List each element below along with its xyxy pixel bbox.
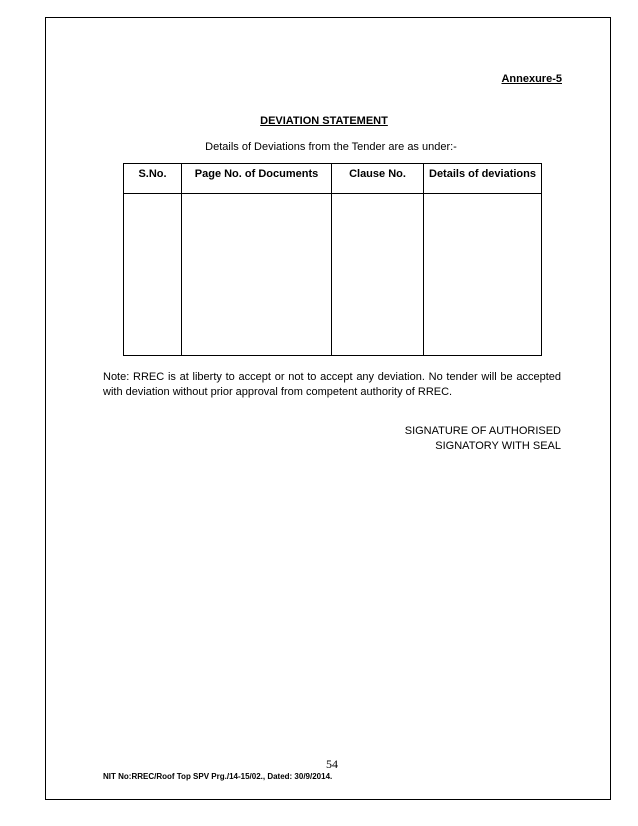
document-title: DEVIATION STATEMENT [260,115,388,127]
page-border [45,17,611,800]
document-subtitle: Details of Deviations from the Tender are as under:- [205,141,457,153]
note-text: Note: RREC is at liberty to accept or not to accept any deviation. No tender will be accepted with deviation without prior approval from competent authority of RREC. [103,371,561,398]
annexure-label: Annexure-5 [501,73,562,85]
deviation-table [123,163,542,356]
footer-reference: NIT No:RREC/Roof Top SPV Prg./14-15/02., Dated: 30/9/2014. [103,772,333,781]
column-header-page-no: Page No. of Documents [182,164,332,194]
column-header-clause-no: Clause No. [332,164,424,194]
signature-block [405,424,561,454]
table-cell-page-no [182,194,332,356]
signature-line-1: SIGNATURE OF AUTHORISED [404,425,561,437]
table-header-row [124,164,542,194]
table-cell-clause-no [332,194,424,356]
column-header-details: Details of deviations [424,164,542,194]
column-header-sno: S.No. [124,164,182,194]
table-row [124,194,542,356]
page-number: 54 [326,757,338,771]
signature-line-2: SIGNATORY WITH SEAL [435,440,561,452]
table-cell-sno [124,194,182,356]
table-cell-details [424,194,542,356]
